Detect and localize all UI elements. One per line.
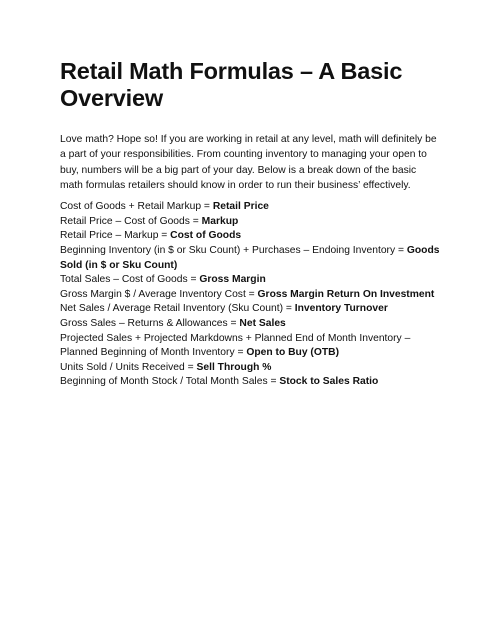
formula-result: Stock to Sales Ratio [279,376,379,388]
document-page [60,58,440,390]
formula-expression: Cost of Goods + Retail Markup = [60,201,213,213]
formula-expression: Retail Price – Cost of Goods = [60,215,202,227]
formula-expression: Gross Sales – Returns & Allowances = [60,317,240,329]
formula-expression: Projected Sales + Projected Markdowns + Planned End of Month Inventory – Planned Beginning of Month Inventory = [60,332,411,359]
formula-item [60,288,440,303]
formula-result: Cost of Goods [170,230,242,242]
intro-paragraph: Love math? Hope so! If you are working in retail at any level, math will definitely be a part of your responsibilities. From counting inventory to managing your open to buy, numbers will be a big part of your day. Below is a break down of the basic math formulas retailers should know in order to run their business’ effectively. [60,134,437,191]
formula-result: Net Sales [239,317,286,329]
formula-item [60,200,440,215]
formula-item [60,375,440,390]
formula-expression: Units Sold / Units Received = [60,361,197,373]
formula-item [60,302,440,317]
formula-item [60,332,440,361]
formula-result: Retail Price [212,201,269,213]
formula-result: Sell Through % [196,361,272,373]
formula-expression: Retail Price – Markup = [60,230,171,242]
formula-expression: Total Sales – Cost of Goods = [60,274,200,286]
formula-item [60,273,440,288]
formula-item [60,215,440,230]
formula-result: Gross Margin Return On Investment [257,288,435,300]
formula-list [60,200,440,390]
formula-result: Goods Sold (in $ or Sku Count) [60,244,440,271]
formula-item [60,229,440,244]
formula-item [60,361,440,376]
formula-expression: Net Sales / Average Retail Inventory (Sku Count) = [60,303,295,315]
formula-expression: Beginning of Month Stock / Total Month Sales = [60,376,280,388]
formula-expression: Beginning Inventory (in $ or Sku Count) + Purchases – Endoing Inventory = [60,244,407,256]
formula-item [60,317,440,332]
formula-item [60,244,440,273]
formula-result: Inventory Turnover [294,303,388,315]
formula-expression: Gross Margin $ / Average Inventory Cost = [60,288,258,300]
formula-result: Markup [201,215,239,227]
formula-result: Gross Margin [199,274,266,286]
formula-result: Open to Buy (OTB) [246,347,340,359]
document-title: Retail Math Formulas – A Basic Overview [60,58,403,111]
